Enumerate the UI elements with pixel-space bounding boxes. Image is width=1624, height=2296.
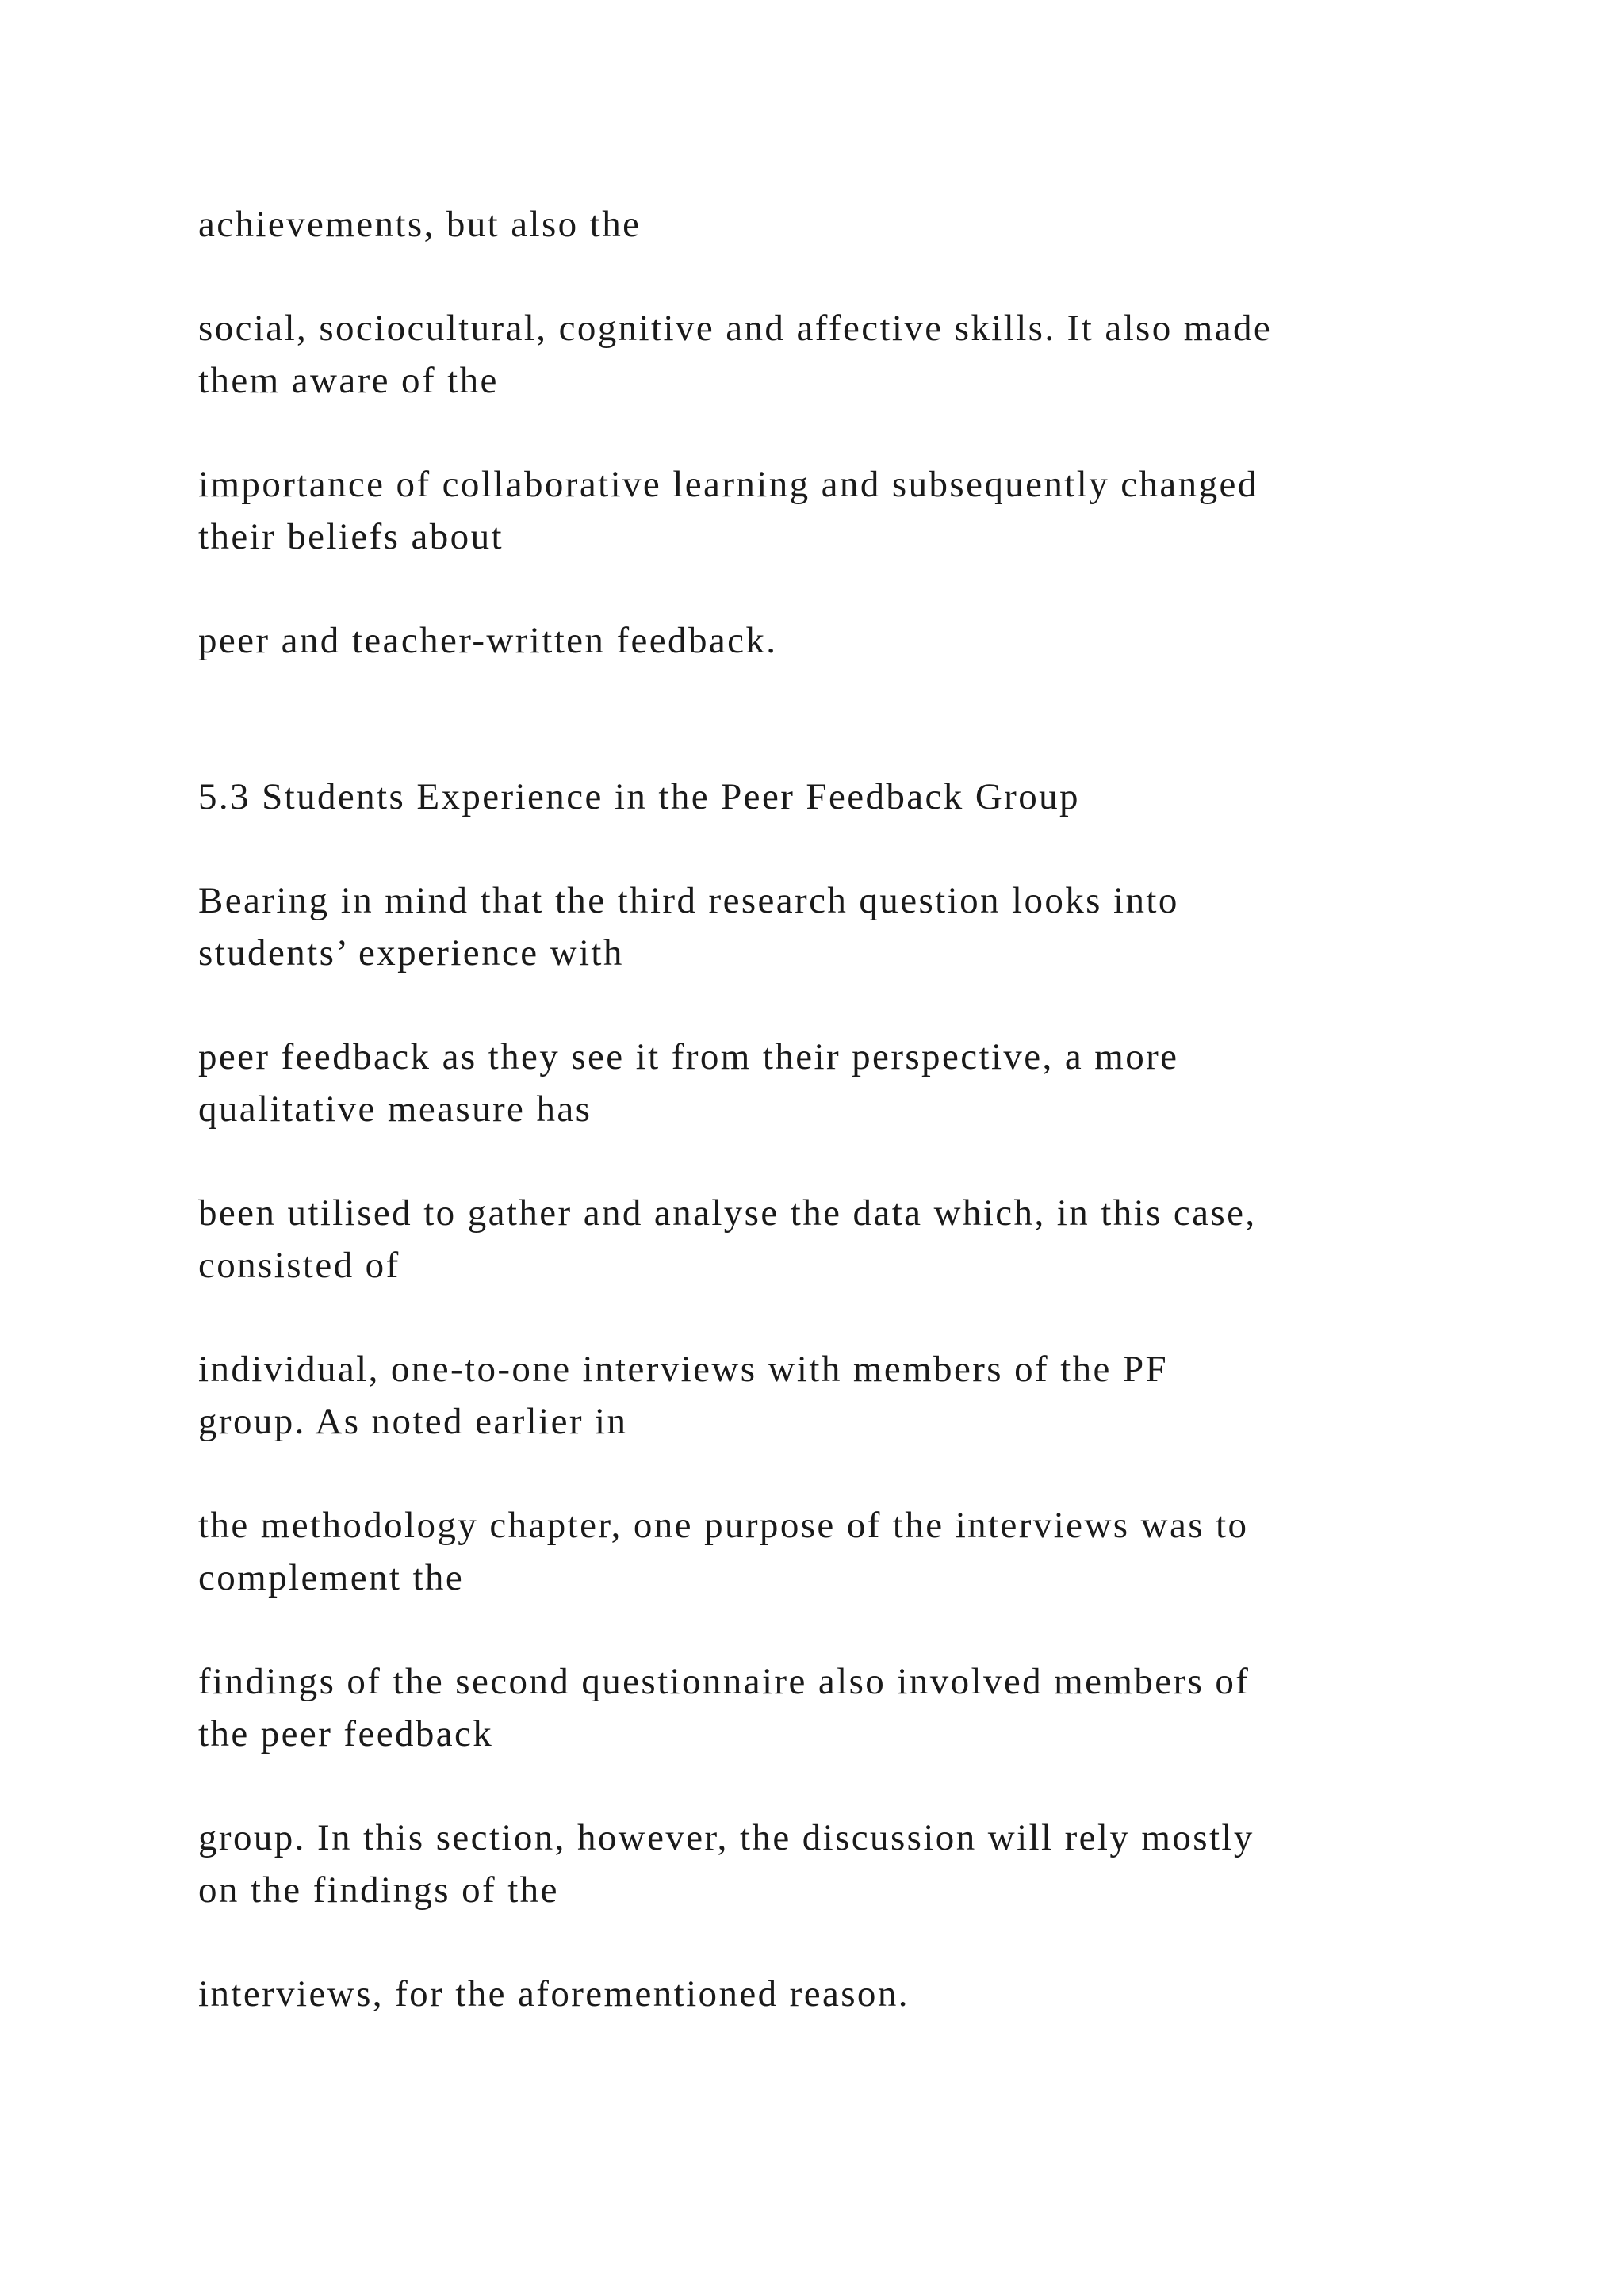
paragraph-aforementioned-reason [198,1968,1483,2020]
text-line: individual, one-to-one interviews with members of the PF [198,1349,1169,1390]
text-line: 5.3 Students Experience in the Peer Feedback Group [198,776,1080,817]
paragraph-discussion [198,1812,1483,1916]
text-line: their beliefs about [198,516,504,557]
text-line: the methodology chapter, one purpose of the interviews was to [198,1505,1249,1546]
text-line: complement the [198,1557,465,1598]
text-line: them aware of the [198,360,499,401]
text-line: group. In this section, however, the discussion will rely mostly [198,1817,1254,1858]
text-line: qualitative measure has [198,1089,592,1130]
text-line: achievements, but also the [198,204,642,245]
paragraph-methodology [198,1499,1483,1604]
text-line: peer feedback as they see it from their perspective, a more [198,1036,1179,1077]
text-line: importance of collaborative learning and subsequently changed [198,464,1258,505]
text-line: group. As noted earlier in [198,1401,628,1442]
paragraph-research-question [198,874,1483,979]
paragraph-collaborative-learning [198,458,1483,563]
paragraph-questionnaire [198,1655,1483,1760]
text-line: consisted of [198,1245,400,1286]
section-heading [198,771,1483,823]
paragraph-peer-teacher-feedback [198,614,1483,667]
text-line: peer and teacher-written feedback. [198,620,778,661]
text-line: social, sociocultural, cognitive and affective skills. It also made [198,308,1273,349]
paragraph-interviews [198,1343,1483,1448]
text-line: interviews, for the aforementioned reason. [198,1973,910,2015]
text-line: been utilised to gather and analyse the data which, in this case, [198,1192,1257,1234]
text-line: the peer feedback [198,1713,494,1755]
paragraph-achievements [198,198,1483,251]
text-line: Bearing in mind that the third research question looks into [198,880,1179,921]
paragraph-data-analysis [198,1187,1483,1292]
text-line: on the findings of the [198,1869,559,1911]
text-line: findings of the second questionnaire also involved members of [198,1661,1251,1702]
text-line: students’ experience with [198,932,624,974]
paragraph-social-skills [198,302,1483,407]
paragraph-perspective [198,1031,1483,1135]
